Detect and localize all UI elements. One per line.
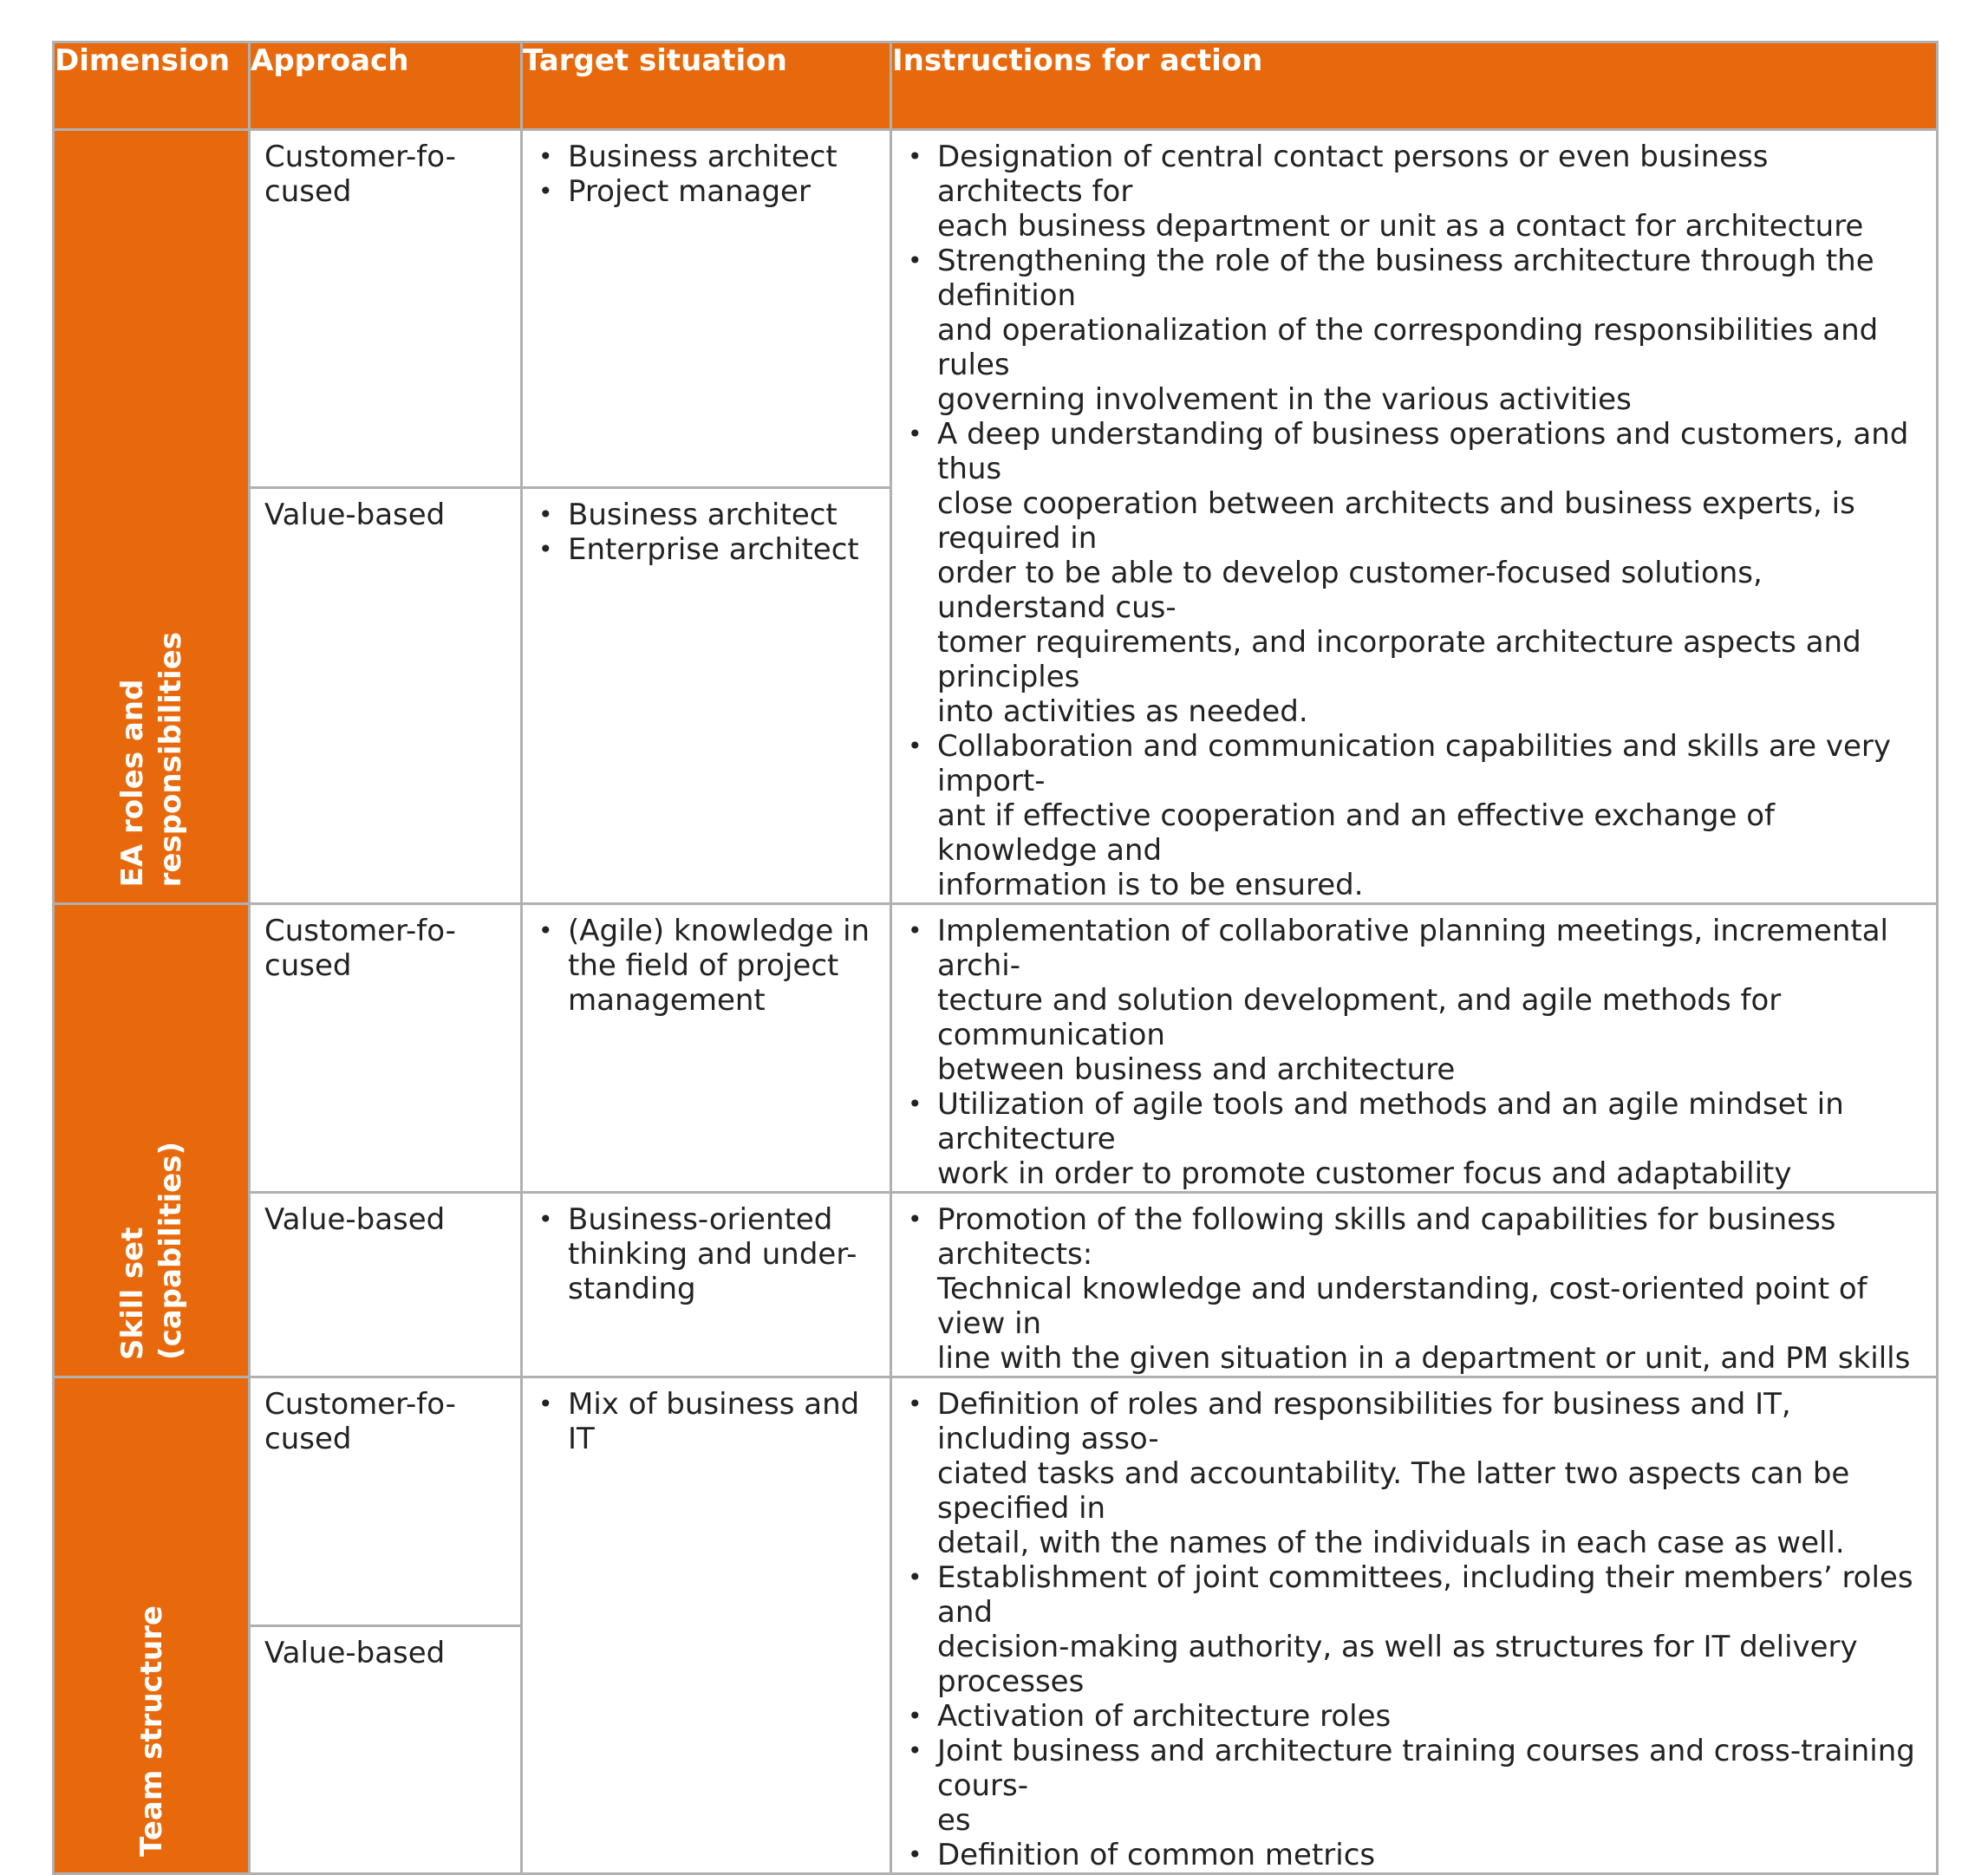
list-item: • Mix of business and IT	[568, 1387, 876, 1456]
list-item: • Activation of architecture roles	[937, 1699, 1922, 1734]
approach-cell: Customer-fo- cused	[250, 130, 522, 488]
list-item: • Promotion of the following skills and capabilities for business architects: Technical knowledge and understanding, cost-oriented point of view in line with the given situation in a department or unit, and PM skills	[937, 1202, 1922, 1376]
list-item: • (Agile) knowledge in the field of project management	[568, 914, 876, 1018]
instructions-cell	[891, 1377, 1938, 1874]
header-row	[54, 42, 1938, 130]
dimension-label-line: Team structure	[134, 1605, 169, 1857]
bullet-list	[523, 1194, 890, 1306]
list-item: • Implementation of collaborative planning meetings, incremental archi- tecture and solution development, and agile methods for communication between business and architecture	[937, 914, 1922, 1087]
bullet-list	[523, 905, 890, 1018]
dimension-label-line: Skill set	[114, 1227, 150, 1360]
list-item: • Designation of central contact persons or even business architects for each business department or unit as a contact for architecture	[937, 140, 1922, 244]
list-item: • Definition of common metrics	[937, 1838, 1922, 1872]
dimension-skill-set	[54, 904, 250, 1377]
approach-cell: Value-based	[250, 1626, 522, 1874]
list-item: • Definition of roles and responsibilities for business and IT, including asso- ciated tasks and accountability. The latter two aspects can be specified in detail, with the names of the individuals in each case as well.	[937, 1387, 1922, 1560]
target-cell	[522, 1377, 891, 1874]
instructions-cell	[891, 904, 1938, 1193]
table-row	[54, 1193, 1938, 1377]
approach-cell: Value-based	[250, 488, 522, 904]
approach-cell: Value-based	[250, 1193, 522, 1377]
list-item: • Establishment of joint committees, including their members’ roles and decision-making authority, as well as structures for IT delivery processes	[937, 1560, 1922, 1699]
instructions-cell	[891, 130, 1938, 904]
list-item: • Joint business and architecture training courses and cross-training cours- es	[937, 1734, 1922, 1838]
list-item: • Business architect	[568, 140, 876, 174]
dimension-label-line: EA roles and	[114, 679, 150, 887]
target-cell	[522, 488, 891, 904]
bullet-list	[523, 131, 890, 209]
dimension-team-structure	[54, 1377, 250, 1874]
dimension-label-line: (capabilities)	[153, 1142, 188, 1360]
list-item: • Strengthening the role of the business architecture through the definition and operationalization of the corresponding responsibilities and rules governing involvement in the various activities	[937, 244, 1922, 417]
bullet-list	[523, 489, 890, 567]
list-item: • Collaboration and communication capabilities and skills are very import- ant if effective cooperation and an effective exchange of knowledge and information is to be ensured.	[937, 729, 1922, 902]
list-item: • Project manager	[568, 174, 876, 209]
table-row	[54, 904, 1938, 1193]
approach-cell: Customer-fo- cused	[250, 904, 522, 1193]
list-item: • Business-oriented thinking and under- standing	[568, 1202, 876, 1306]
bullet-list	[892, 1378, 1936, 1872]
list-item: • Business architect	[568, 498, 876, 532]
dimension-ea-roles	[54, 130, 250, 904]
list-item: • A deep understanding of business operations and customers, and thus close cooperation between architects and business experts, is required in order to be able to develop customer-focused solutions, understand cus- tomer requirements, and incorporate architecture aspects and principles into activities as needed.	[937, 417, 1922, 729]
header-approach: Approach	[250, 42, 522, 130]
bullet-list	[523, 1378, 890, 1456]
approach-cell: Customer-fo- cused	[250, 1377, 522, 1626]
bullet-list	[892, 905, 1936, 1191]
bullet-list	[892, 131, 1936, 902]
instructions-cell	[891, 1193, 1938, 1377]
table-row	[54, 130, 1938, 488]
table-row	[54, 1377, 1938, 1626]
header-instructions: Instructions for action	[891, 42, 1938, 130]
header-target-situation: Target situation	[522, 42, 891, 130]
list-item: • Utilization of agile tools and methods and an agile mindset in architecture work in order to promote customer focus and adaptability	[937, 1087, 1922, 1191]
list-item: • Enterprise architect	[568, 532, 876, 567]
dimension-label-line: responsibilities	[153, 631, 188, 887]
bullet-list	[892, 1194, 1936, 1376]
target-cell	[522, 130, 891, 488]
header-dimension: Dimension	[54, 42, 250, 130]
ea-dimensions-table	[52, 41, 1939, 1875]
target-cell	[522, 904, 891, 1193]
target-cell	[522, 1193, 891, 1377]
